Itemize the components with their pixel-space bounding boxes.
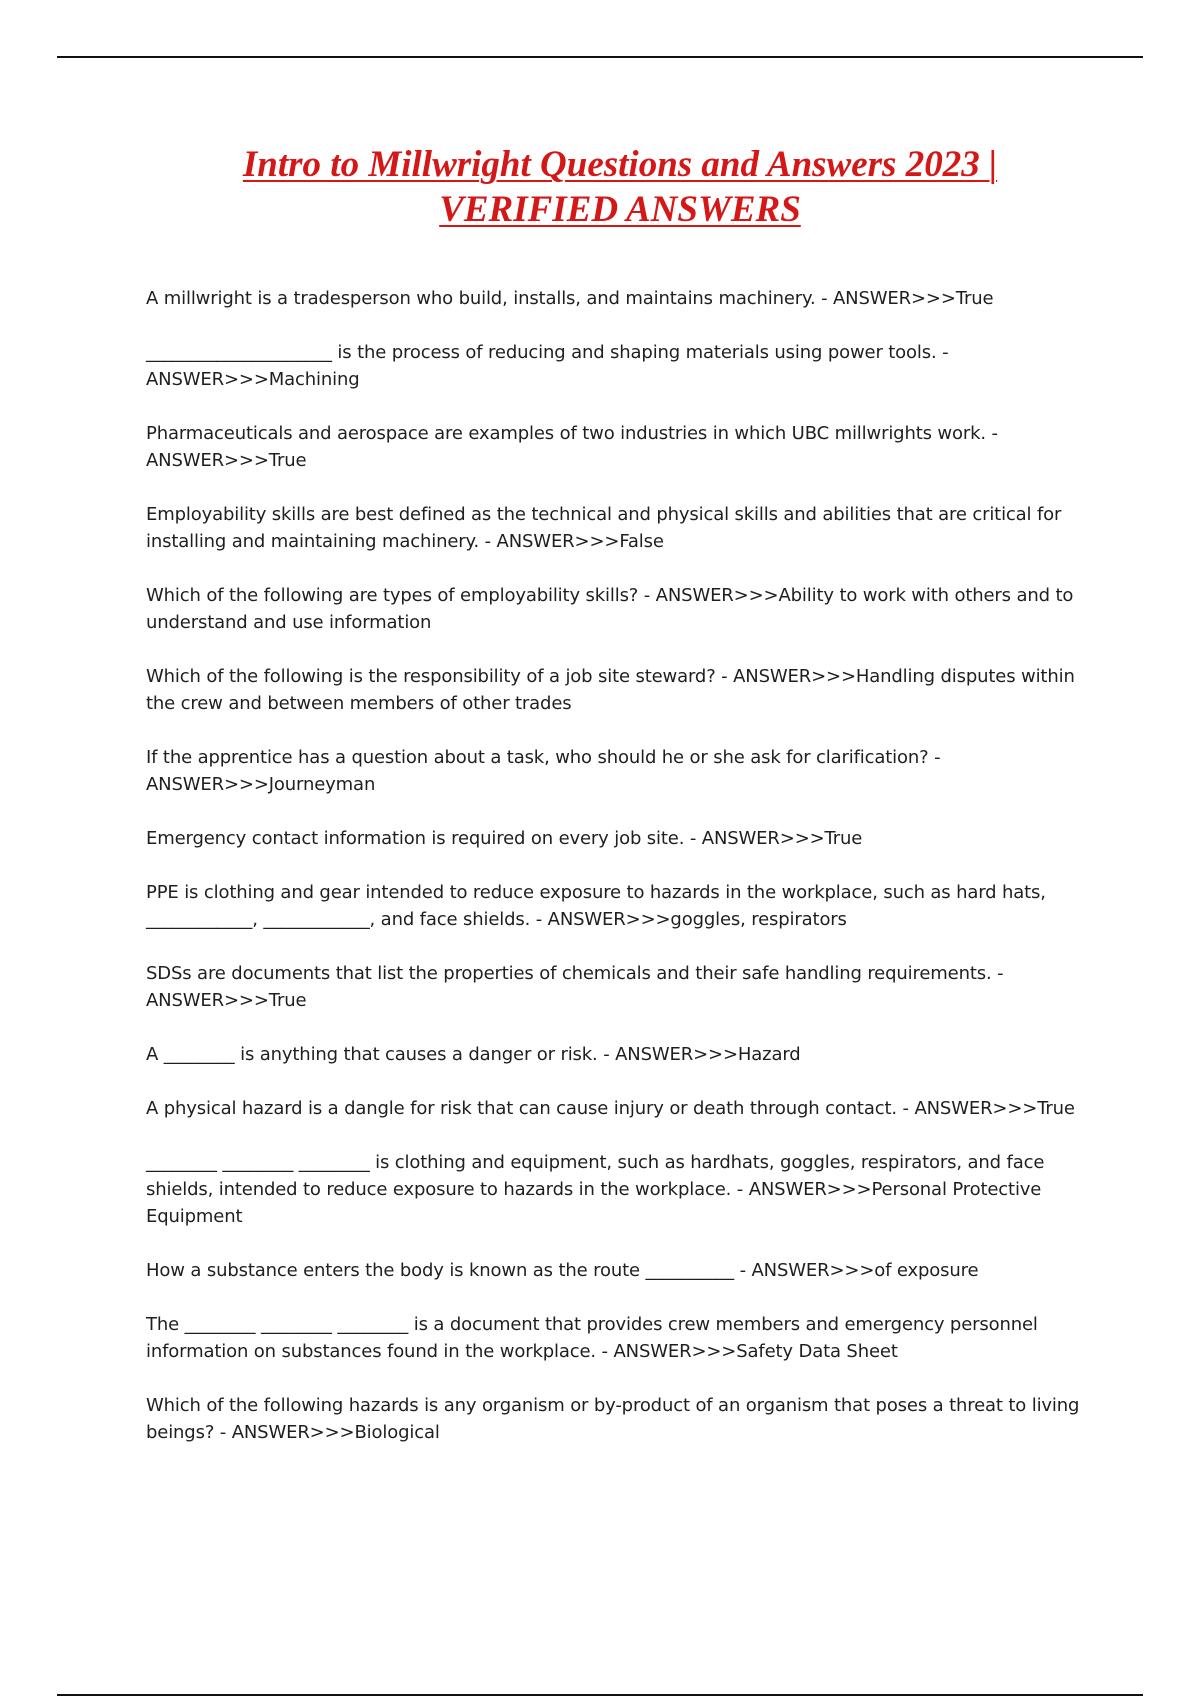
qa-item-8: Emergency contact information is required on every job site. - ANSWER>>>True (146, 828, 863, 849)
qa-item-11: A ________ is anything that causes a danger or risk. - ANSWER>>>Hazard (146, 1044, 801, 1065)
page-title (140, 142, 1100, 232)
qa-item-5: Which of the following are types of employability skills? - ANSWER>>>Ability to work with others and to understand and use information (146, 585, 1074, 633)
qa-item-2: _____________________ is the process of reducing and shaping materials using power tools. - ANSWER>>>Machining (146, 342, 949, 390)
qa-item-14: How a substance enters the body is known as the route __________ - ANSWER>>>of exposure (146, 1260, 979, 1281)
qa-item-13: ________ ________ ________ is clothing and equipment, such as hardhats, goggles, respirators, and face shields, intended to reduce exposure to hazards in the workplace. - ANSWER>>>Personal Protective Equipment (146, 1152, 1045, 1227)
qa-item-16: Which of the following hazards is any organism or by-product of an organism that poses a threat to living beings? - ANSWER>>>Biological (146, 1395, 1080, 1443)
qa-item-7: If the apprentice has a question about a task, who should he or she ask for clarification? - ANSWER>>>Journeyman (146, 747, 941, 795)
qa-list (146, 285, 1096, 1473)
qa-item-12: A physical hazard is a dangle for risk that can cause injury or death through contact. - ANSWER>>>True (146, 1098, 1075, 1119)
qa-item-10: SDSs are documents that list the properties of chemicals and their safe handling requirements. - ANSWER>>>True (146, 963, 1004, 1011)
qa-item-1: A millwright is a tradesperson who build, installs, and maintains machinery. - ANSWER>>>True (146, 288, 994, 309)
title-line-2: VERIFIED ANSWERS (439, 189, 801, 230)
title-line-1: Intro to Millwright Questions and Answers 2023 | (242, 144, 998, 185)
qa-item-9: PPE is clothing and gear intended to reduce exposure to hazards in the workplace, such as hard hats, ____________, ____________, and face shields. - ANSWER>>>goggles, respirators (146, 882, 1046, 930)
qa-item-3: Pharmaceuticals and aerospace are examples of two industries in which UBC millwrights work. - ANSWER>>>True (146, 423, 998, 471)
qa-item-15: The ________ ________ ________ is a document that provides crew members and emergency personnel information on substances found in the workplace. - ANSWER>>>Safety Data Sheet (146, 1314, 1038, 1362)
footer-rule (57, 1694, 1143, 1696)
qa-item-4: Employability skills are best defined as the technical and physical skills and abilities that are critical for installing and maintaining machinery. - ANSWER>>>False (146, 504, 1062, 552)
header-rule (57, 56, 1143, 58)
qa-item-6: Which of the following is the responsibility of a job site steward? - ANSWER>>>Handling disputes within the crew and between members of other trades (146, 666, 1075, 714)
